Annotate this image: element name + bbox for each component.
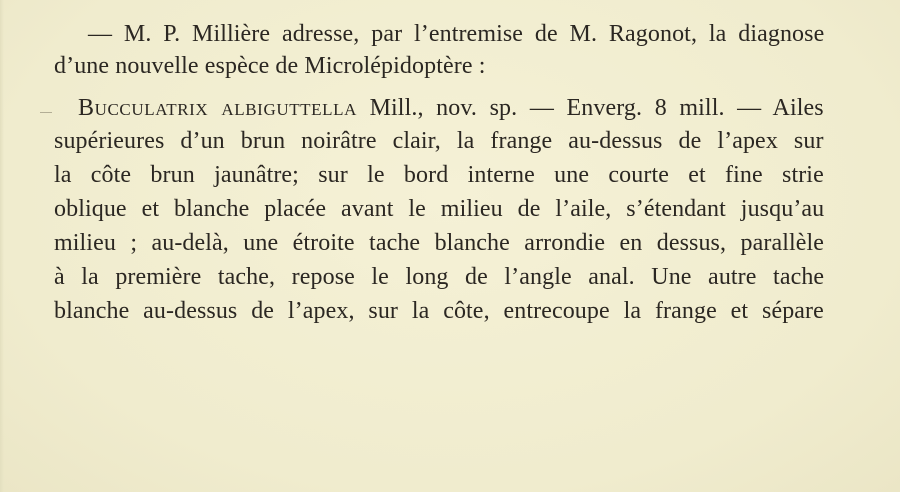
paragraph1-line2-text: d’une nouvelle espèce de Microlépidoptère : xyxy=(54,53,486,79)
paragraph2-line6 xyxy=(54,260,824,294)
paragraph2-line2-text: supérieures d’un brun noirâtre clair, la frange au-dessus de l’apex sur xyxy=(54,128,824,154)
paragraph2-line4 xyxy=(54,192,824,226)
paragraph2-line5-text: milieu ; au-delà, une étroite tache blanche arrondie en dessus, parallèle xyxy=(54,230,824,256)
paragraph2-line2 xyxy=(54,124,824,158)
paragraph2-line7-text: blanche au-dessus de l’apex, sur la côte, entrecoupe la frange et sépare xyxy=(54,298,824,324)
paragraph2-line7 xyxy=(54,294,824,328)
paragraph2-line4-text: oblique et blanche placée avant le milieu de l’aile, s’étendant jusqu’au xyxy=(54,196,825,222)
paragraph2-line1-content xyxy=(78,91,824,125)
paragraph2-line6-text: à la première tache, repose le long de l’angle anal. Une autre tache xyxy=(54,264,825,290)
paragraph2-line1-rest: Mill., nov. sp. — Enverg. 8 mill. — Ailes xyxy=(357,95,824,121)
paragraph1-line1 xyxy=(88,17,824,51)
paragraph2-line3-text: la côte brun jaunâtre; sur le bord interne une courte et fine strie xyxy=(54,162,824,188)
species-name: Bucculatrix albiguttella xyxy=(78,95,357,121)
paragraph1-line1-text: — M. P. Millière adresse, par l’entremise de M. Ragonot, la diagnose xyxy=(88,21,825,47)
margin-mark xyxy=(40,112,52,113)
paragraph2-line5 xyxy=(54,226,824,260)
paragraph2-line1 xyxy=(78,91,824,125)
paragraph1-line2 xyxy=(54,49,824,83)
paragraph2-line3 xyxy=(54,158,824,192)
page-edge-shadow xyxy=(0,0,4,492)
